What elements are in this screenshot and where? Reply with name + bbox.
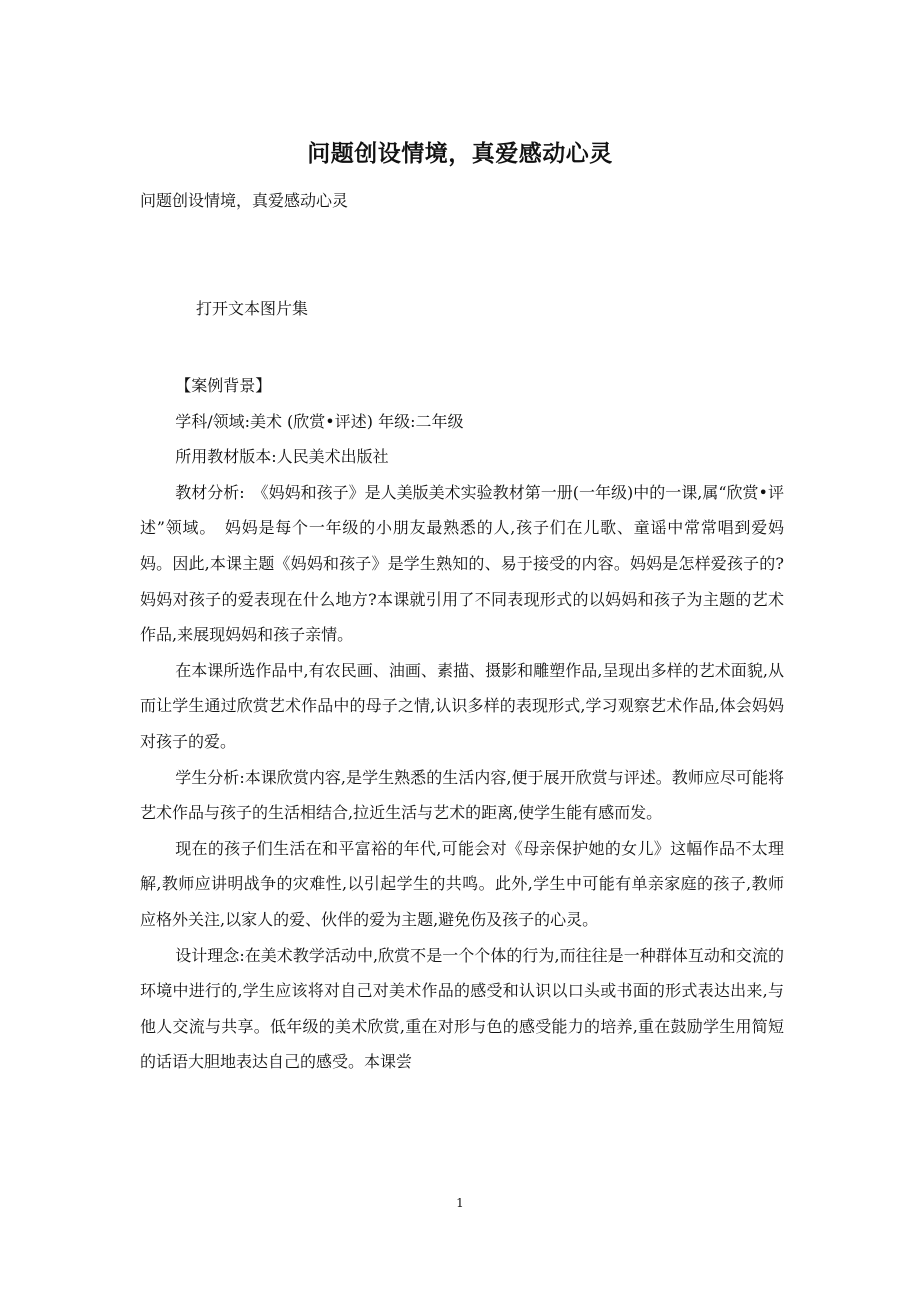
page-number: 1 — [456, 1196, 464, 1210]
open-gallery-link[interactable]: 打开文本图片集 — [196, 299, 309, 318]
paragraph-subject: 学科/领域:美术 (欣赏•评述) 年级:二年级 — [175, 411, 464, 431]
document-subtitle: 问题创设情境，真爱感动心灵 — [140, 191, 349, 210]
paragraph-context: 现在的孩子们生活在和平富裕的年代,可能会对《母亲保护她的女儿》这幅作品不太理解,教师应讲明战争的灾难性,以引起学生的共鸣。此外,学生中可能有单亲家庭的孩子,教师应格外关注,以家人的爱、伙伴的爱为主题,避免伤及孩子的心灵。 — [140, 838, 784, 929]
section-heading: 【案例背景】 — [175, 376, 272, 395]
paragraph-artworks: 在本课所选作品中,有农民画、油画、素描、摄影和雕塑作品,呈现出多样的艺术面貌,从而让学生通过欣赏艺术作品中的母子之情,认识多样的表现形式,学习观察艺术作品,体会妈妈对孩子的爱。 — [140, 660, 784, 751]
paragraph-textbook: 所用教材版本:人民美术出版社 — [175, 447, 389, 467]
document-body — [140, 368, 784, 1080]
paragraph-student-analysis: 学生分析:本课欣赏内容,是学生熟悉的生活内容,便于展开欣赏与评述。教师应尽可能将艺术作品与孩子的生活相结合,拉近生活与艺术的距离,使学生能有感而发。 — [140, 767, 784, 823]
paragraph-design-concept: 设计理念:在美术教学活动中,欣赏不是一个个体的行为,而往往是一种群体互动和交流的环境中进行的,学生应该将对自己对美术作品的感受和认识以口头或书面的形式表达出来,与他人交流与共享。低年级的美术欣赏,重在对形与色的感受能力的培养,重在鼓励学生用简短的话语大胆地表达自己的感受。本课尝 — [140, 945, 784, 1072]
document-title: 问题创设情境，真爱感动心灵 — [307, 140, 613, 167]
paragraph-material-analysis: 教材分析: 《妈妈和孩子》是人美版美术实验教材第一册(一年级)中的一课,属“欣赏•评述”领域。 妈妈是每个一年级的小朋友最熟悉的人,孩子们在儿歌、童谣中常常唱到爱妈妈。因此,本课主题《妈妈和孩子》是学生熟知的、易于接受的内容。妈妈是怎样爱孩子的?妈妈对孩子的爱表现在什么地方?本课就引用了不同表现形式的以妈妈和孩子为主题的艺术作品,来展现妈妈和孩子亲情。 — [140, 482, 784, 645]
